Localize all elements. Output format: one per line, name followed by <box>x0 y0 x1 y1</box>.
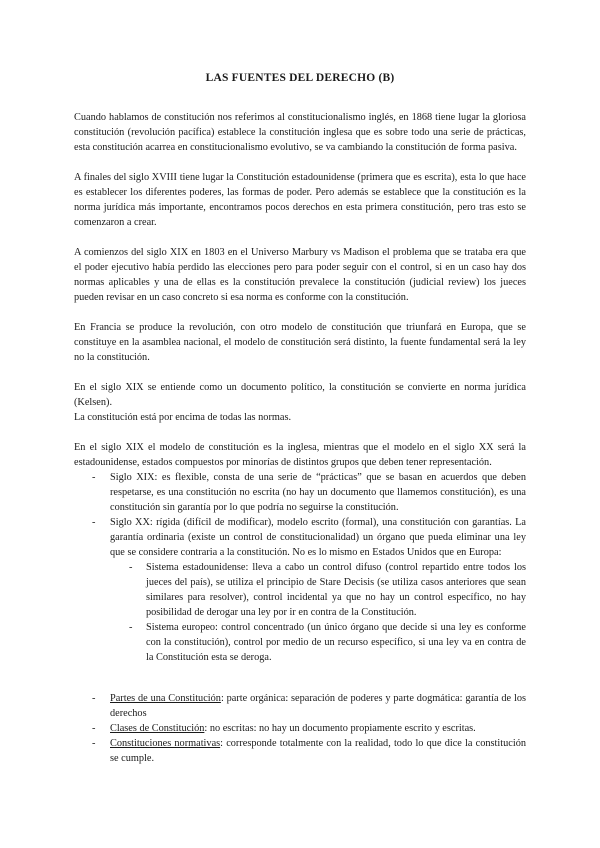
paragraph-us-constitution: A finales del siglo XVIII tiene lugar la Constitución estadounidense (primera que es escrita), esta lo que hace es establecer los diferentes poderes, las formas de poder. Pero además se establece que la constitución es la norma jurídica más importante, encontramos pocos derechos en esta primera constitución, pero tras esto se comenzaron a crear. <box>74 172 526 228</box>
document-title: LAS FUENTES DEL DERECHO (B) <box>205 72 395 84</box>
def-classes: : no escritas: no hay un documento propiamente escrito y escritas. <box>204 723 476 734</box>
list-item-normative <box>74 736 526 766</box>
definitions-list <box>74 691 526 766</box>
paragraph-political-document: En el siglo XIX se entiende como un documento político, la constitución se convierte en norma jurídica (Kelsen). <box>74 382 526 408</box>
term-parts: Partes de una Constitución <box>110 693 221 704</box>
paragraph-france-revolution: En Francia se produce la revolución, con otro modelo de constitución que triunfará en Europa, que se constituye en la asamblea nacional, el modelo de constitución será distinto, la fuente fundamental será la ley no la constitución. <box>74 322 526 363</box>
list-item-us-system: - Sistema estadounidense: lleva a cabo un control difuso (control repartido entre todos los jueces del país), se utiliza el principio de Stare Decisis (se utiliza casos anteriores que sean similares para resolver), control incidental ya que no hay un control específico, no hay posibilidad de derogar una ley por ir en contra de la Constitución. <box>110 560 526 620</box>
systems-list <box>110 560 526 665</box>
paragraph-supreme-norm: La constitución está por encima de todas las normas. <box>74 412 292 423</box>
list-item-siglo-xix: - Siglo XIX: es flexible, consta de una serie de “prácticas” que se basan en acuerdos que deben respetarse, es una constitución no escrita (no hay un documento que llamemos constitución), es una constitución sin garantía por lo que podría no seguirse la constitución. <box>74 470 526 515</box>
paragraph-models: En el siglo XIX el modelo de constitución es la inglesa, mientras que el modelo en el siglo XX será la estadounidense, estados compuestos por minorías de distintos grupos que deben tener representación. <box>74 442 526 468</box>
list-item-siglo-xx-text: Siglo XX: rígida (difícil de modificar), modelo escrito (formal), una constitución con garantías. La garantía ordinaria (existe un control de constitucionalidad) un órgano que pueda eliminar una ley que se considere contraria a la constitución. No es lo mismo en Estados Unidos que en Europa: <box>110 517 526 558</box>
paragraph-english-constitution: Cuando hablamos de constitución nos referimos al constitucionalismo inglés, en 1868 tiene lugar la gloriosa constitución (revolución pacífica) establece la constitución inglesa que es sobre todo una serie de prácticas, esta constitución acarrea en constitucionalismo evolutivo, se va cambiando la constitución de forma pasiva. <box>74 112 526 153</box>
list-item-classes <box>74 721 526 736</box>
def-normative: : corresponde totalmente con la realidad, todo lo que dice la constitución se cumple. <box>110 738 526 764</box>
list-item-european-system: - Sistema europeo: control concentrado (un único órgano que decide si una ley es conforme con la constitución), control por medio de un recurso específico, si una ley va en contra de la Constitución esta se deroga. <box>110 620 526 665</box>
list-item-siglo-xx <box>74 515 526 665</box>
list-item-parts <box>74 691 526 721</box>
def-parts: : parte orgánica: separación de poderes y parte dogmática: garantía de los derechos <box>110 693 526 719</box>
paragraph-marbury-madison: A comienzos del siglo XIX en 1803 en el Universo Marbury vs Madison el problema que se trataba era que el poder ejecutivo había perdido las elecciones pero para poder seguir con el control, si en un caso hay dos normas aplicables y una de ellas es la constitución prevalece la constitución (judicial review) los jueces pueden revisar en un caso concreto si esa norma es conforme con la constitución. <box>74 247 526 303</box>
term-classes: Clases de Constitución <box>110 723 205 734</box>
century-list <box>74 470 526 665</box>
term-normative: Constituciones normativas <box>110 738 221 749</box>
